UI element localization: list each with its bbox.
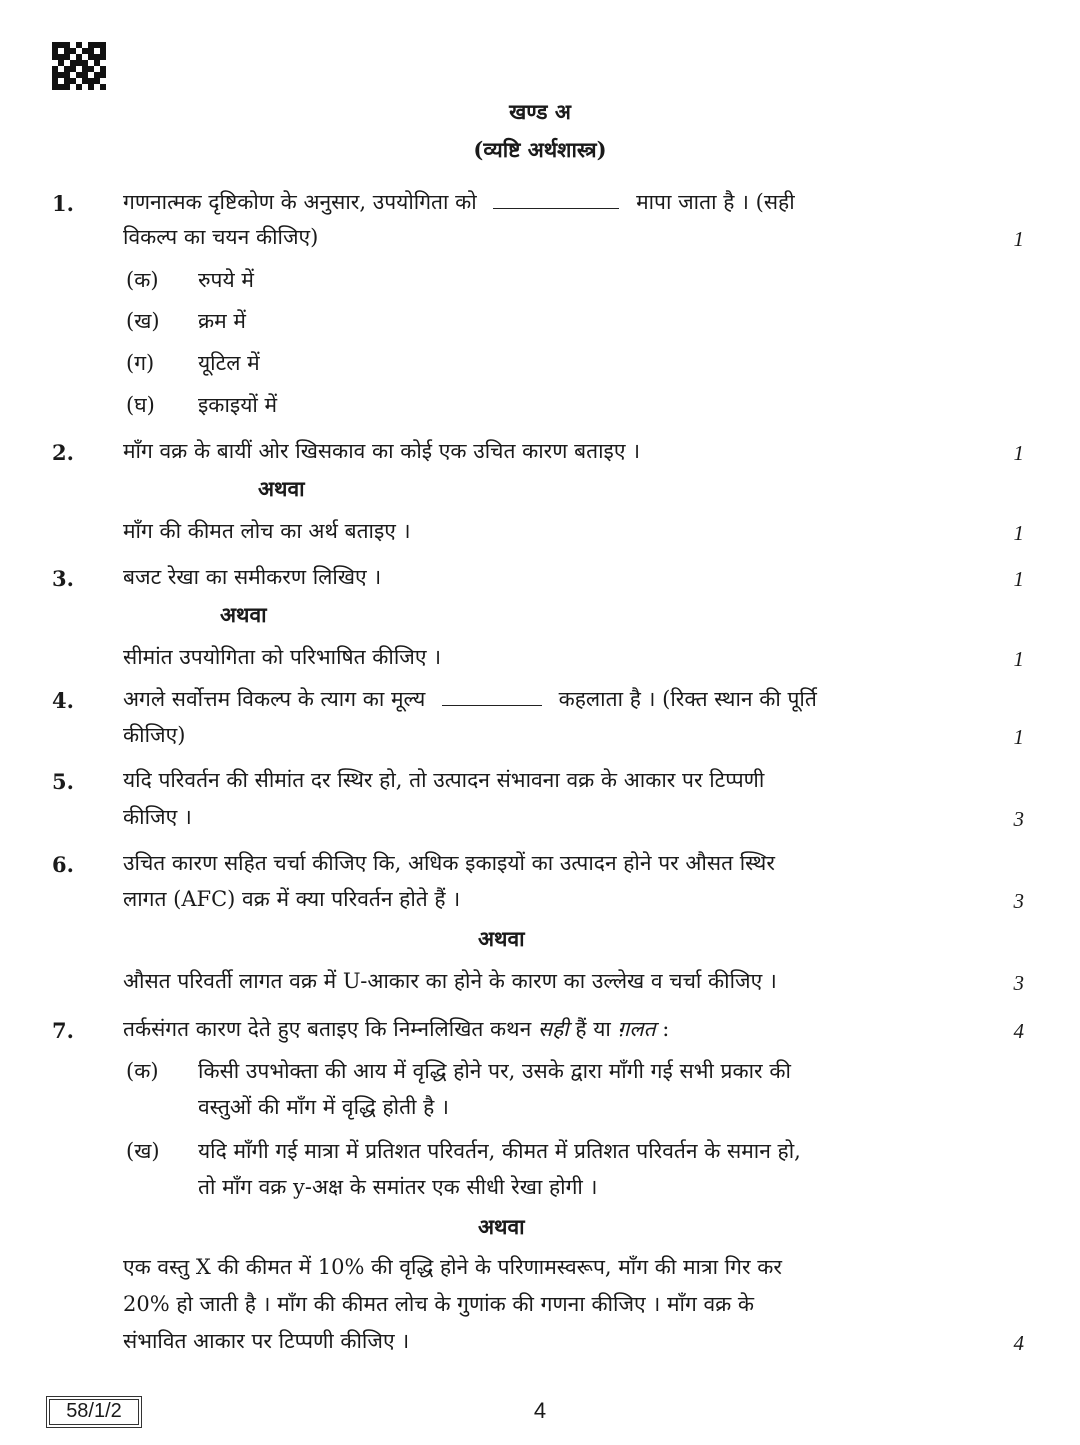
q7-true-word: सही — [537, 1017, 569, 1041]
section-subtitle: (व्यष्टि अर्थशास्त्र) — [473, 137, 607, 162]
qr-code-icon — [52, 42, 106, 90]
q4-text-line1 — [123, 684, 817, 714]
q7-number: 7. — [52, 1018, 74, 1043]
q7-alt-marks: 4 — [1013, 1331, 1024, 1355]
q1-option-label: (ख) — [126, 309, 160, 333]
q5-number: 5. — [52, 769, 74, 794]
q3-text: बजट रेखा का समीकरण लिखिए । — [123, 565, 382, 589]
q4-text-part-b: कहलाता है । (रिक्त स्थान की पूर्ति — [558, 687, 817, 711]
q4-text-part-a: अगले सर्वोत्तम विकल्प के त्याग का मूल्य — [123, 687, 426, 711]
q6-number: 6. — [52, 852, 74, 877]
q2-alt-marks: 1 — [1013, 521, 1024, 545]
q7-part-text-line2: वस्तुओं की माँग में वृद्धि होती है । — [198, 1095, 449, 1119]
paper-code-text: 58/1/2 — [66, 1400, 122, 1422]
q7-alt-line3: संभावित आकार पर टिप्पणी कीजिए । — [123, 1329, 410, 1353]
q5-text-line1: यदि परिवर्तन की सीमांत दर स्थिर हो, तो उत्पादन संभावना वक्र के आकार पर टिप्पणी — [123, 768, 765, 792]
q7-text-line1 — [123, 1014, 669, 1044]
q6-alt-marks: 3 — [1013, 971, 1024, 995]
q7-marks: 4 — [1013, 1019, 1024, 1043]
q4-number: 4. — [52, 688, 74, 713]
q4-blank — [442, 686, 542, 706]
q1-option-label: (ग) — [126, 351, 155, 375]
q6-marks: 3 — [1013, 889, 1024, 913]
section-title: खण्ड अ — [509, 99, 571, 124]
q2-alt-text: माँग की कीमत लोच का अर्थ बताइए । — [123, 519, 411, 543]
q7-text-part-c: : — [662, 1017, 670, 1041]
q5-text-line2: कीजिए । — [123, 805, 192, 829]
q1-text-line2: विकल्प का चयन कीजिए) — [123, 225, 319, 249]
q3-or: अथवा — [220, 602, 267, 627]
q7-false-word: ग़लत — [617, 1017, 656, 1041]
q1-number: 1. — [52, 191, 74, 216]
q7-part-text-line2: तो माँग वक्र y-अक्ष के समांतर एक सीधी रेखा होगी । — [198, 1175, 598, 1199]
q1-option-label: (क) — [126, 268, 159, 292]
q1-option-text: यूटिल में — [198, 351, 260, 375]
q1-option-label: (घ) — [126, 393, 155, 417]
q6-or: अथवा — [478, 926, 525, 951]
q1-marks: 1 — [1013, 227, 1024, 251]
q1-text-part-b: मापा जाता है । (सही — [636, 190, 795, 214]
q5-marks: 3 — [1013, 807, 1024, 831]
q7-alt-line1: एक वस्तु X की कीमत में 10% की वृद्धि होने के परिणामस्वरूप, माँग की मात्रा गिर कर — [123, 1255, 782, 1279]
q7-alt-line2: 20% हो जाती है । माँग की कीमत लोच के गुणांक की गणना कीजिए । माँग वक्र के — [123, 1292, 755, 1316]
q6-text-line2: लागत (AFC) वक्र में क्या परिवर्तन होते हैं । — [123, 887, 461, 911]
q3-alt-marks: 1 — [1013, 647, 1024, 671]
q4-marks: 1 — [1013, 725, 1024, 749]
q3-alt-text: सीमांत उपयोगिता को परिभाषित कीजिए । — [123, 645, 442, 669]
q6-text-line1: उचित कारण सहित चर्चा कीजिए कि, अधिक इकाइयों का उत्पादन होने पर औसत स्थिर — [123, 851, 775, 875]
q6-alt-text: औसत परिवर्ती लागत वक्र में U-आकार का होने के कारण का उल्लेख व चर्चा कीजिए । — [123, 969, 777, 993]
q7-part-label: (ख) — [126, 1139, 160, 1163]
q2-text: माँग वक्र के बायीं ओर खिसकाव का कोई एक उचित कारण बताइए । — [123, 439, 641, 463]
q4-text-line2: कीजिए) — [123, 723, 186, 747]
q7-part-text-line1: यदि माँगी गई मात्रा में प्रतिशत परिवर्तन, कीमत में प्रतिशत परिवर्तन के समान हो, — [198, 1139, 801, 1163]
q1-option-text: क्रम में — [198, 309, 246, 333]
q3-number: 3. — [52, 566, 74, 591]
q7-text-part-b: हैं या — [575, 1017, 611, 1041]
q2-or: अथवा — [258, 476, 305, 501]
q2-number: 2. — [52, 440, 74, 465]
q1-option-text: इकाइयों में — [198, 393, 278, 417]
q7-text-part-a: तर्कसंगत कारण देते हुए बताइए कि निम्नलिखित कथन — [123, 1017, 532, 1041]
q7-part-label: (क) — [126, 1059, 159, 1083]
q3-marks: 1 — [1013, 567, 1024, 591]
q1-blank — [493, 189, 619, 209]
q2-marks: 1 — [1013, 441, 1024, 465]
page-number: 4 — [533, 1398, 547, 1423]
q1-text-part-a: गणनात्मक दृष्टिकोण के अनुसार, उपयोगिता को — [123, 190, 477, 214]
q7-or: अथवा — [478, 1214, 525, 1239]
q1-text-line1 — [123, 187, 795, 217]
q7-part-text-line1: किसी उपभोक्ता की आय में वृद्धि होने पर, उसके द्वारा माँगी गई सभी प्रकार की — [198, 1059, 791, 1083]
q1-option-text: रुपये में — [198, 268, 254, 292]
